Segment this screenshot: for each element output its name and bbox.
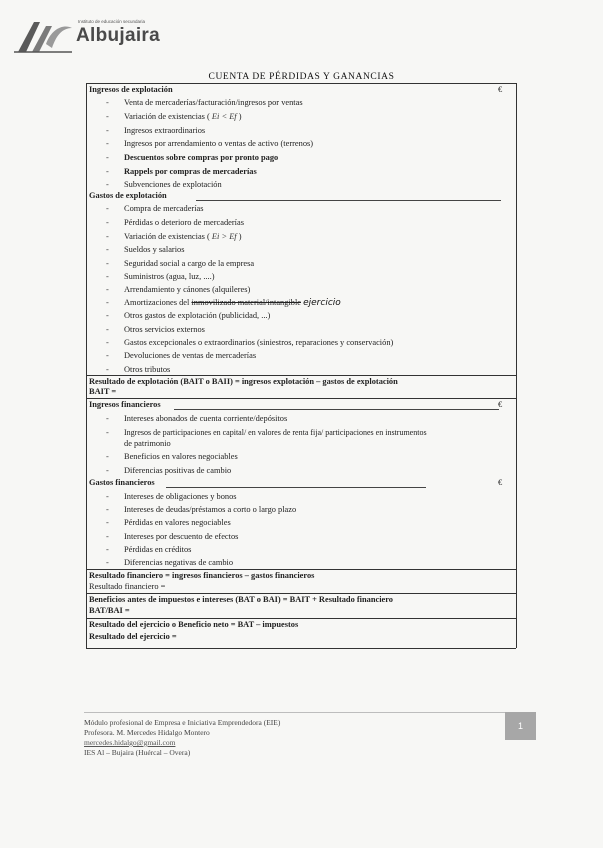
- bullet-dash: -: [106, 272, 109, 281]
- footer-school: IES Al – Bujaira (Huércal – Overa): [84, 748, 191, 757]
- bullet-dash: -: [106, 180, 109, 189]
- footer-module: Módulo profesional de Empresa e Iniciativa Emprendedora (EIE): [84, 718, 281, 727]
- list-item: Seguridad social a cargo de la empresa: [124, 259, 255, 268]
- list-item: Intereses abonados de cuenta corriente/depósitos: [124, 414, 288, 423]
- resultado-explotacion-formula: Resultado de explotación (BAIT o BAII) = ingresos explotación – gastos de explotación: [89, 377, 398, 386]
- section-ingresos-explotacion: Ingresos de explotación: [89, 85, 173, 94]
- bullet-dash: -: [106, 414, 109, 423]
- list-item: Otros gastos de explotación (publicidad, ...): [124, 311, 271, 320]
- bullet-dash: -: [106, 285, 109, 294]
- item-text: Variación de existencias (: [124, 112, 210, 121]
- struck-text: inmovilizado material/intangible: [191, 298, 301, 307]
- bullet-dash: -: [106, 428, 109, 437]
- bullet-dash: -: [106, 492, 109, 501]
- footer-email[interactable]: mercedes.hidalgo@gmail.com: [84, 738, 176, 747]
- list-item: Subvenciones de explotación: [124, 180, 222, 189]
- frame-left: [86, 83, 87, 648]
- resultado-financiero-line-label: Resultado financiero =: [89, 582, 166, 591]
- bullet-dash: -: [106, 98, 109, 107]
- bullet-dash: -: [106, 167, 109, 176]
- section-ingresos-financieros: Ingresos financieros: [89, 400, 161, 409]
- bullet-dash: -: [106, 518, 109, 527]
- list-item: Sueldos y salarios: [124, 245, 185, 254]
- list-item: Ingresos extraordinarios: [124, 126, 206, 135]
- bullet-dash: -: [106, 112, 109, 121]
- footer-teacher: Profesora. M. Mercedes Hidalgo Montero: [84, 728, 210, 737]
- list-item: Beneficios en valores negociables: [124, 452, 238, 461]
- frame-bottom: [86, 648, 516, 649]
- logo-name: Albujaira: [76, 25, 160, 46]
- item-text: Amortizaciones del: [124, 298, 190, 307]
- logo-tagline: Instituto de educación secundaria: [78, 19, 146, 24]
- list-item: Diferencias positivas de cambio: [124, 466, 232, 475]
- row-divider: [86, 618, 516, 619]
- currency-symbol: €: [498, 478, 503, 487]
- bullet-dash: -: [106, 338, 109, 347]
- list-item-continuation: de patrimonio: [124, 439, 171, 448]
- resultado-financiero-formula: Resultado financiero = ingresos financieros – gastos financieros: [89, 571, 315, 580]
- list-item: Intereses de obligaciones y bonos: [124, 492, 237, 501]
- bullet-dash: -: [106, 558, 109, 567]
- list-item: [124, 112, 242, 122]
- logo-mark-icon: [12, 18, 74, 54]
- bullet-dash: -: [106, 311, 109, 320]
- bullet-dash: -: [106, 298, 109, 307]
- bullet-dash: -: [106, 532, 109, 541]
- list-item: Intereses por descuento de efectos: [124, 532, 239, 541]
- list-item: Pérdidas en valores negociables: [124, 518, 231, 527]
- section-gastos-explotacion: Gastos de explotación: [89, 191, 167, 200]
- page-number: 1: [505, 712, 536, 740]
- frame-right: [516, 83, 517, 648]
- list-item: Descuentos sobre compras por pronto pago: [124, 153, 279, 162]
- item-formula: Ei > Ef: [211, 232, 237, 241]
- bullet-dash: -: [106, 351, 109, 360]
- row-divider: [86, 593, 516, 594]
- row-divider: [86, 375, 516, 376]
- bullet-dash: -: [106, 259, 109, 268]
- list-item: [124, 298, 341, 308]
- list-item: Pérdidas en créditos: [124, 545, 192, 554]
- bullet-dash: -: [106, 452, 109, 461]
- school-logo: [12, 14, 212, 54]
- resultado-ejercicio-formula: Resultado del ejercicio o Beneficio neto = BAT – impuestos: [89, 620, 299, 629]
- item-close: ): [238, 112, 242, 121]
- blank-line: [174, 409, 499, 410]
- item-close: ): [238, 232, 242, 241]
- bullet-dash: -: [106, 232, 109, 241]
- bullet-dash: -: [106, 365, 109, 374]
- bullet-dash: -: [106, 139, 109, 148]
- list-item: Otros tributos: [124, 365, 171, 374]
- bullet-dash: -: [106, 325, 109, 334]
- bullet-dash: -: [106, 545, 109, 554]
- row-divider: [86, 569, 516, 570]
- item-formula: Ei < Ef: [211, 112, 237, 121]
- frame-top: [86, 83, 516, 84]
- bullet-dash: -: [106, 126, 109, 135]
- blank-line: [196, 200, 501, 201]
- section-gastos-financieros: Gastos financieros: [89, 478, 155, 487]
- currency-symbol: €: [498, 85, 503, 94]
- row-divider: [86, 398, 516, 399]
- list-item: Compra de mercaderías: [124, 204, 204, 213]
- resultado-ejercicio-line-label: Resultado del ejercicio =: [89, 632, 177, 641]
- income-statement-table: [86, 83, 516, 648]
- list-item: Gastos excepcionales o extraordinarios (siniestros, reparaciones y conservación): [124, 338, 394, 347]
- bait-line-label: BAIT =: [89, 387, 117, 396]
- footer-rule: [84, 712, 536, 713]
- handwritten-annotation: ejercicio: [303, 298, 341, 308]
- list-item: Diferencias negativas de cambio: [124, 558, 234, 567]
- bai-formula: Beneficios antes de impuestos e intereses (BAT o BAI) = BAIT + Resultado financiero: [89, 595, 393, 604]
- list-item: Suministros (agua, luz, ....): [124, 272, 215, 281]
- list-item: Devoluciones de ventas de mercaderías: [124, 351, 257, 360]
- blank-line: [166, 487, 426, 488]
- document-title: CUENTA DE PÉRDIDAS Y GANANCIAS: [208, 72, 395, 82]
- list-item: Pérdidas o deterioro de mercaderías: [124, 218, 244, 227]
- currency-symbol: €: [498, 400, 503, 409]
- list-item: Intereses de deudas/préstamos a corto o largo plazo: [124, 505, 297, 514]
- list-item: Arrendamiento y cánones (alquileres): [124, 285, 251, 294]
- list-item: Otros servicios externos: [124, 325, 205, 334]
- page-footer: [84, 712, 536, 772]
- list-item: Ingresos por arrendamiento o ventas de activo (terrenos): [124, 139, 314, 148]
- bullet-dash: -: [106, 218, 109, 227]
- bullet-dash: -: [106, 153, 109, 162]
- list-item: [124, 232, 242, 242]
- bai-line-label: BAT/BAI =: [89, 606, 130, 615]
- list-item: Ingresos de participaciones en capital/ en valores de renta fija/ participaciones en instrumentos: [124, 428, 427, 437]
- list-item: Rappels por compras de mercaderías: [124, 167, 257, 176]
- bullet-dash: -: [106, 204, 109, 213]
- bleed-through-watermark: [425, 30, 575, 58]
- list-item: Venta de mercaderías/facturación/ingresos por ventas: [124, 98, 303, 107]
- item-text: Variación de existencias (: [124, 232, 210, 241]
- bullet-dash: -: [106, 245, 109, 254]
- bullet-dash: -: [106, 466, 109, 475]
- bullet-dash: -: [106, 505, 109, 514]
